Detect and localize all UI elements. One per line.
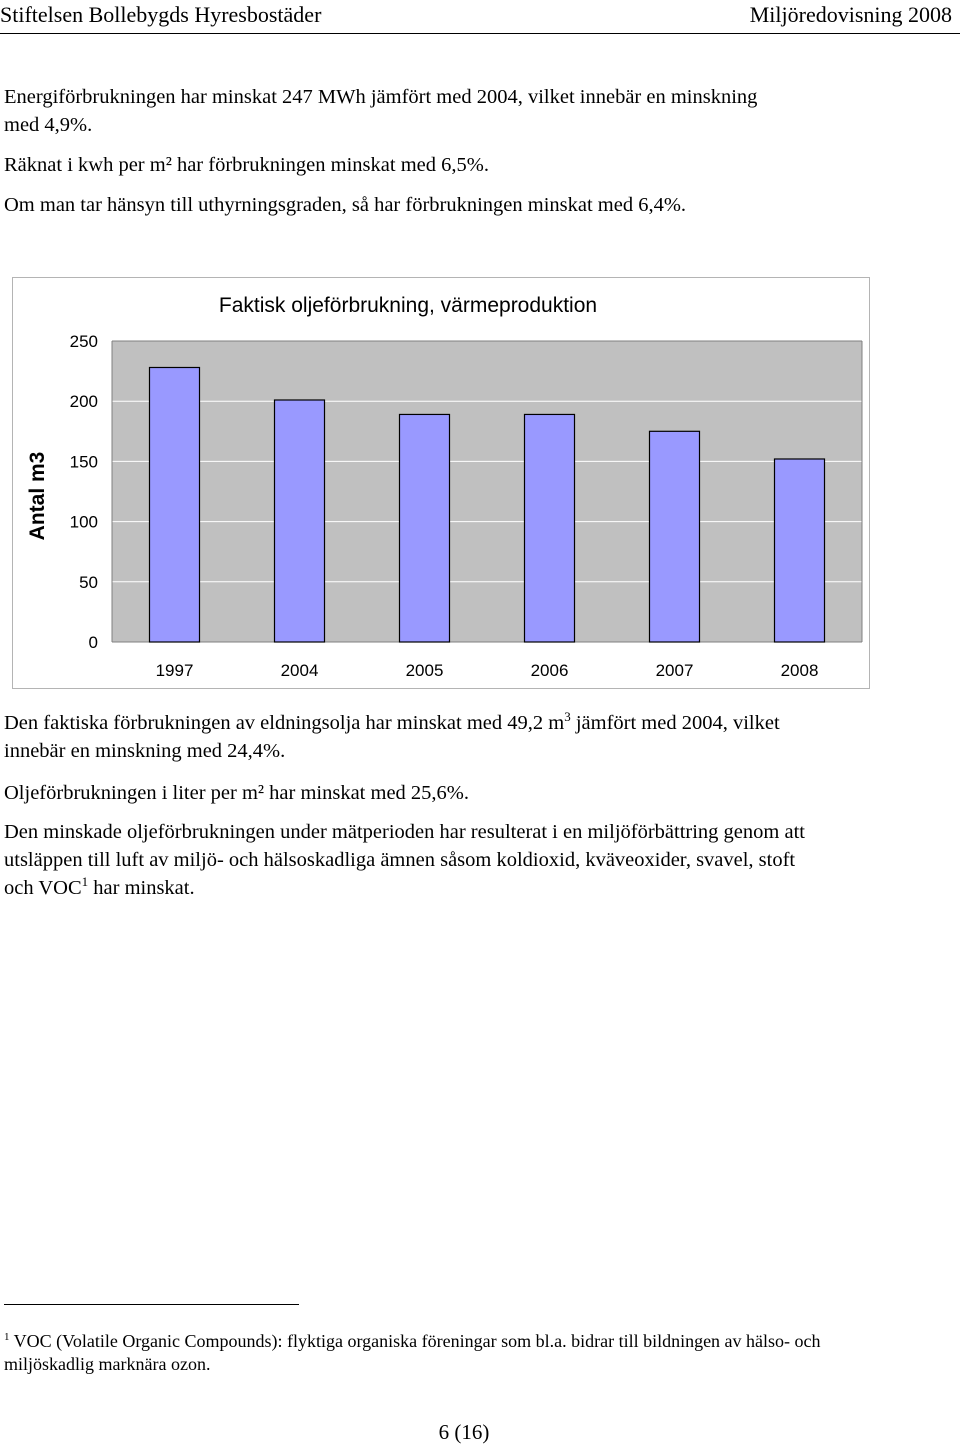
paragraph-emissions-text-b: har minskat. bbox=[88, 877, 195, 899]
chart-svg bbox=[13, 278, 869, 688]
paragraph-emissions-line2: utsläppen till luft av miljö- och hälsoskadliga ämnen såsom koldioxid, kväveoxider, svavel, stoft bbox=[4, 849, 796, 871]
chart-x-tick-label: 2006 bbox=[530, 661, 569, 680]
chart-x-tick-label: 2005 bbox=[405, 661, 444, 680]
chart-title: Faktisk oljeförbrukning, värmeproduktion bbox=[218, 294, 598, 317]
paragraph-emissions-line3 bbox=[4, 874, 195, 902]
footnote-line1 bbox=[4, 1330, 821, 1353]
chart-y-tick-label: 150 bbox=[69, 452, 98, 472]
chart-y-tick-label: 200 bbox=[69, 392, 98, 412]
header-org: Stiftelsen Bollebygds Hyresbostäder bbox=[0, 2, 322, 27]
chart-plot-background bbox=[112, 341, 862, 642]
footnote-reference: 1 bbox=[81, 874, 89, 889]
paragraph-kwh: Räknat i kwh per m² har förbrukningen minskat med 6,5%. bbox=[4, 154, 489, 176]
paragraph-oil-line1 bbox=[4, 709, 780, 737]
footnote-marker: 1 bbox=[4, 1331, 10, 1343]
chart-bar bbox=[400, 414, 450, 642]
chart-bar bbox=[650, 431, 700, 642]
chart-bar bbox=[275, 400, 325, 642]
footnote-text-a: VOC (Volatile Organic Compounds): flyktiga organiska föreningar som bl.a. bidrar till bildningen av hälso- och bbox=[9, 1331, 821, 1351]
footnote-divider bbox=[4, 1304, 299, 1305]
oil-consumption-chart bbox=[12, 277, 870, 689]
chart-bar bbox=[150, 367, 200, 642]
header-divider bbox=[0, 33, 960, 34]
chart-x-tick-label: 2004 bbox=[280, 661, 319, 680]
chart-bar bbox=[775, 459, 825, 642]
paragraph-oil-text-a: Den faktiska förbrukningen av eldningsolja har minskat med 49,2 m bbox=[4, 712, 565, 734]
cubic-superscript: 3 bbox=[564, 709, 571, 724]
header-report-title: Miljöredovisning 2008 bbox=[749, 2, 952, 27]
paragraph-emissions-text-a: och VOC bbox=[4, 877, 82, 899]
chart-plot-area bbox=[70, 332, 862, 680]
paragraph-energy-line2: med 4,9%. bbox=[4, 114, 93, 136]
chart-y-tick-label: 50 bbox=[79, 572, 98, 592]
paragraph-occupancy: Om man tar hänsyn till uthyrningsgraden, så har förbrukningen minskat med 6,4%. bbox=[4, 194, 687, 216]
paragraph-energy-line1: Energiförbrukningen har minskat 247 MWh jämfört med 2004, vilket innebär en minskning bbox=[4, 86, 758, 108]
chart-y-tick-label: 100 bbox=[69, 512, 98, 532]
footnote-line2: miljöskadlig marknära ozon. bbox=[4, 1354, 211, 1374]
paragraph-oil-per-m2: Oljeförbrukningen i liter per m² har minskat med 25,6%. bbox=[4, 782, 470, 804]
page-number: 6 (16) bbox=[438, 1420, 490, 1444]
chart-y-tick-label: 0 bbox=[88, 633, 98, 652]
chart-bar bbox=[525, 414, 575, 642]
paragraph-oil-line2: innebär en minskning med 24,4%. bbox=[4, 740, 286, 762]
chart-x-tick-label: 2008 bbox=[780, 661, 819, 680]
paragraph-emissions-line1: Den minskade oljeförbrukningen under mätperioden har resulterat i en miljöförbättring genom att bbox=[4, 821, 805, 843]
paragraph-oil-text-b: jämfört med 2004, vilket bbox=[570, 712, 780, 734]
chart-x-tick-label: 1997 bbox=[155, 661, 194, 680]
chart-y-tick-label: 250 bbox=[69, 332, 98, 351]
chart-x-tick-label: 2007 bbox=[655, 661, 694, 680]
chart-y-axis-label: Antal m3 bbox=[26, 451, 49, 541]
